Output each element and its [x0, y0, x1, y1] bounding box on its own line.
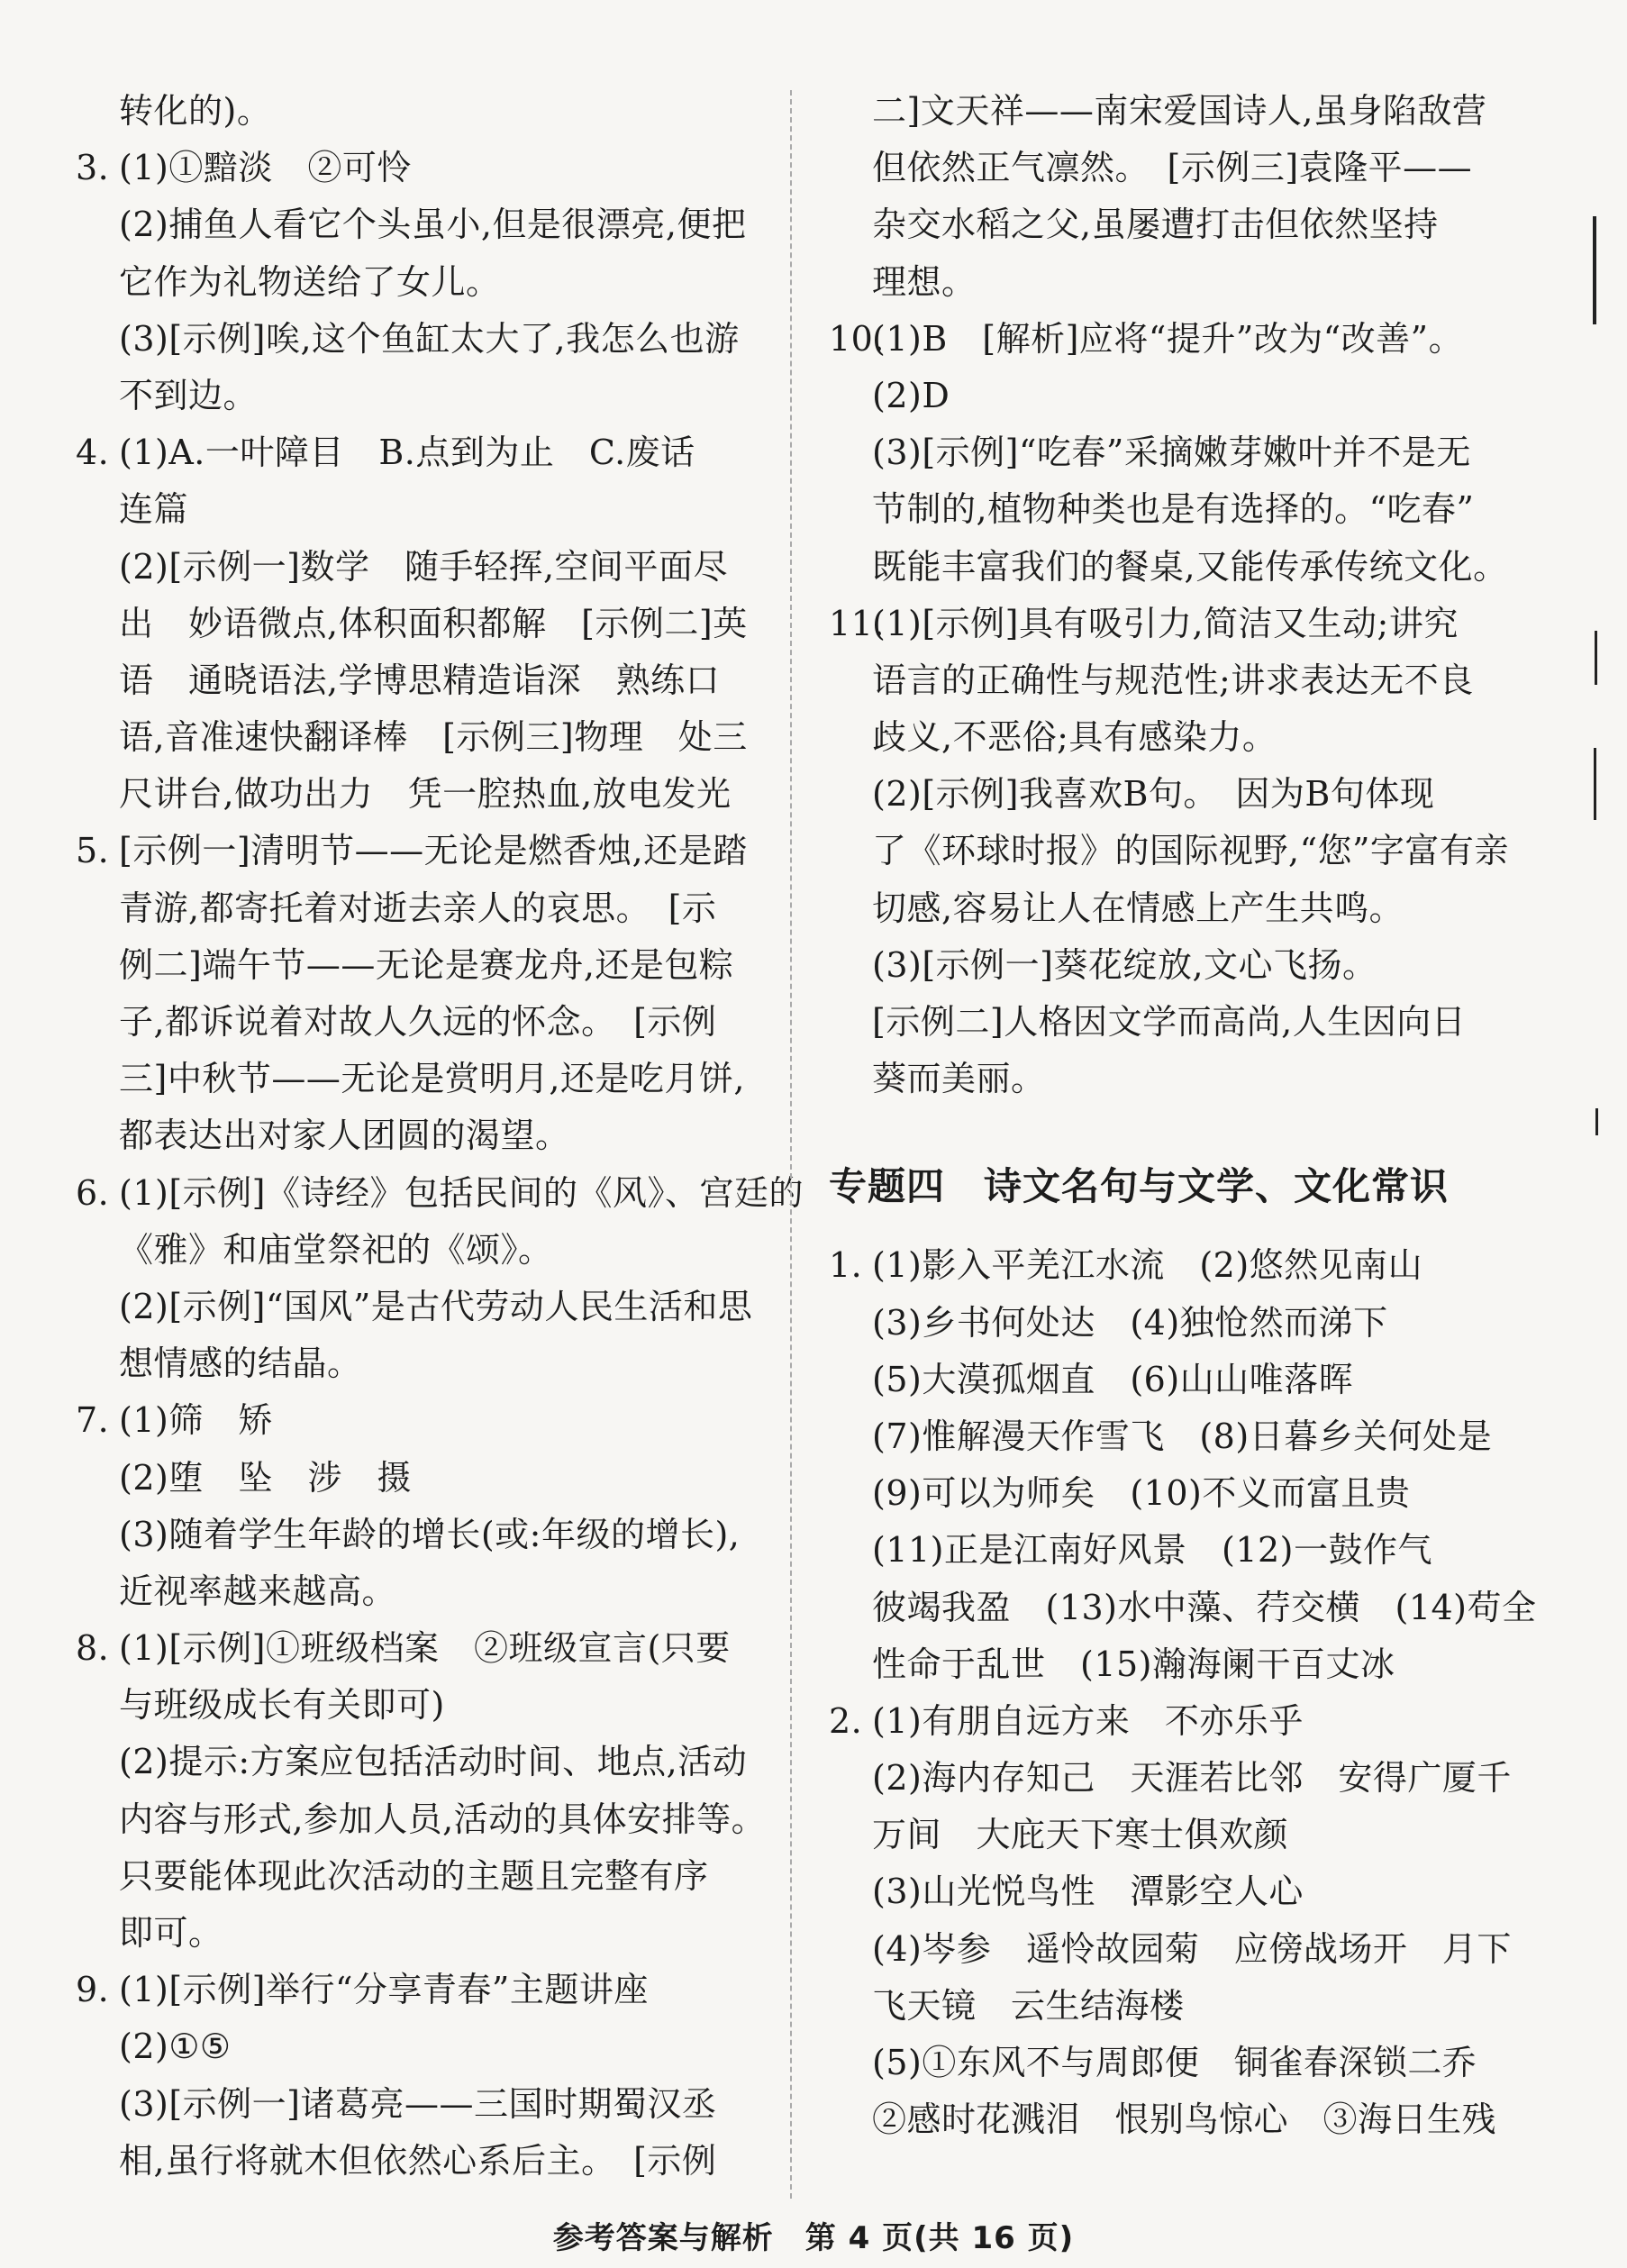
answer-text: 不到边。	[119, 375, 259, 415]
item-number	[829, 1921, 872, 1978]
item-number	[76, 481, 119, 538]
item-number	[76, 709, 119, 766]
answer-line	[76, 1962, 778, 2018]
item-number	[829, 254, 872, 311]
answer-text: 它作为礼物送给了女儿。	[119, 261, 501, 302]
answer-text: 语 通晓语法,学博思精造诣深 熟练口	[119, 660, 721, 700]
answer-text: (2)①⑤	[119, 2027, 232, 2067]
answer-line	[76, 1848, 778, 1905]
answer-text: (2)提示:方案应包括活动时间、地点,活动	[119, 1742, 748, 1782]
answer-text: ②感时花溅泪 恨别鸟惊心 ③海日生残	[872, 2099, 1497, 2140]
item-number	[76, 596, 119, 652]
item-number	[829, 1051, 872, 1107]
answer-text: (5)大漠孤烟直 (6)山山唯落晖	[872, 1359, 1354, 1399]
answer-line	[76, 196, 778, 253]
item-number	[76, 880, 119, 937]
answer-line	[76, 1507, 778, 1563]
item-number	[829, 2091, 872, 2148]
answer-text: 内容与形式,参加人员,活动的具体安排等。	[119, 1799, 767, 1839]
answer-line	[829, 2035, 1513, 2091]
answer-text: (9)可以为师矣 (10)不义而富且贵	[872, 1473, 1411, 1514]
item-number	[829, 1295, 872, 1352]
answer-line	[829, 1522, 1513, 1579]
item-number	[76, 2133, 119, 2190]
answer-line	[76, 994, 778, 1051]
answer-line	[829, 823, 1513, 879]
answer-text: 飞天镜 云生结海楼	[872, 1985, 1185, 2026]
answer-line	[829, 311, 1513, 368]
item-number	[76, 2018, 119, 2075]
item-number	[829, 880, 872, 937]
answer-text: (3)[示例]“吃春”采摘嫩芽嫩叶并不是无	[872, 433, 1471, 473]
answer-text: 但依然正气凛然。 [示例三]袁隆平——	[872, 148, 1473, 188]
answer-line	[76, 481, 778, 538]
answer-line	[76, 539, 778, 596]
answer-text: (2)[示例一]数学 随手轻挥,空间平面尽	[119, 546, 729, 587]
answer-text: (3)[示例]唉,这个鱼缸太大了,我怎么也游	[119, 318, 740, 359]
answer-line	[76, 83, 778, 140]
answer-text: 歧义,不恶俗;具有感染力。	[872, 717, 1277, 758]
answer-line	[76, 880, 778, 937]
item-number	[829, 539, 872, 596]
answer-text: 出 妙语微点,体积面积都解 [示例二]英	[119, 603, 748, 643]
item-number: 9.	[76, 1970, 110, 2010]
item-number	[76, 254, 119, 311]
item-number	[76, 1507, 119, 1563]
answer-text: (3)乡书何处达 (4)独怆然而涕下	[872, 1302, 1388, 1343]
answer-text: 切感,容易让人在情感上产生共鸣。	[872, 888, 1404, 928]
answer-line	[829, 140, 1513, 196]
answer-text: 都表达出对家人团圆的渴望。	[119, 1116, 570, 1156]
answer-line	[829, 1051, 1513, 1107]
answer-text: 与班级成长有关即可)	[119, 1685, 445, 1726]
item-number	[829, 1807, 872, 1863]
item-number	[76, 1450, 119, 1507]
answer-line	[76, 937, 778, 994]
answer-text: (1)[示例]①班级档案 ②班级宣言(只要	[119, 1628, 731, 1669]
answer-text: (1)[示例]具有吸引力,简洁又生动;讲究	[872, 603, 1459, 643]
item-number	[829, 1465, 872, 1522]
item-number	[76, 1335, 119, 1392]
item-number: 6.	[76, 1172, 110, 1213]
item-number	[76, 1734, 119, 1790]
answer-text: 既能丰富我们的餐桌,又能传承传统文化。	[872, 546, 1508, 587]
answer-line	[76, 823, 778, 879]
answer-line	[829, 368, 1513, 424]
answer-line	[76, 2076, 778, 2133]
item-number	[76, 1279, 119, 1335]
answer-text: 杂交水稻之父,虽屡遭打击但依然坚持	[872, 205, 1439, 245]
answer-line	[76, 1620, 778, 1677]
item-number	[829, 368, 872, 424]
answer-text: (3)随着学生年龄的增长(或:年级的增长),	[119, 1514, 741, 1554]
answer-line	[829, 709, 1513, 766]
answer-line	[829, 1693, 1513, 1750]
answer-text: 了《环球时报》的国际视野,“您”字富有亲	[872, 831, 1509, 871]
item-number	[829, 481, 872, 538]
answer-text: [示例二]人格因文学而高尚,人生因向日	[872, 1002, 1467, 1042]
item-number	[829, 1750, 872, 1807]
answer-text: 连篇	[119, 489, 189, 530]
item-number	[76, 1791, 119, 1848]
answer-text: 尺讲台,做功出力 凭一腔热血,放电发光	[119, 774, 732, 815]
answer-text: 近视率越来越高。	[119, 1571, 397, 1611]
item-number	[829, 652, 872, 709]
item-number	[76, 652, 119, 709]
answer-line	[76, 709, 778, 766]
answer-text: (1)B [解析]应将“提升”改为“改善”。	[872, 318, 1464, 359]
answer-text: (1)影入平羌江水流 (2)悠然见南山	[872, 1245, 1423, 1286]
answer-line	[829, 539, 1513, 596]
item-number	[829, 1863, 872, 1920]
answer-text: 子,都诉说着对故人久远的怀念。 [示例	[119, 1002, 717, 1042]
section-title: 专题四 诗文名句与文学、文化常识	[829, 1164, 1450, 1209]
answer-text: 例二]端午节——无论是赛龙舟,还是包粽	[119, 944, 734, 985]
item-number	[76, 83, 119, 140]
item-number: 3.	[76, 148, 110, 188]
item-number	[829, 766, 872, 823]
answer-line	[829, 1636, 1513, 1693]
column-divider	[790, 90, 792, 2199]
answer-text: (1)有朋自远方来 不亦乐乎	[872, 1700, 1304, 1741]
answer-line	[76, 2018, 778, 2075]
item-number	[76, 1051, 119, 1107]
answer-text: (7)惟解漫天作雪飞 (8)日暮乡关何处是	[872, 1416, 1493, 1456]
answer-line	[829, 83, 1513, 140]
answer-line	[829, 1465, 1513, 1522]
answer-text: 节制的,植物种类也是有选择的。“吃春”	[872, 489, 1475, 530]
answer-line	[76, 1107, 778, 1164]
item-number: 5.	[76, 831, 110, 871]
item-number: 2.	[829, 1700, 863, 1741]
item-number	[76, 1905, 119, 1962]
item-number	[76, 1848, 119, 1905]
answer-text: (2)[示例]我喜欢B句。 因为B句体现	[872, 774, 1435, 815]
answer-line	[829, 1580, 1537, 1636]
answer-text: 彼竭我盈 (13)水中藻、荇交横 (14)苟全	[872, 1587, 1537, 1627]
answer-line	[76, 1222, 778, 1279]
answer-line	[76, 1165, 804, 1222]
item-number: 1.	[829, 1245, 863, 1286]
item-number	[829, 1522, 872, 1579]
answer-text: 二]文天祥——南宋爱国诗人,虽身陷敌营	[872, 91, 1487, 131]
answer-line	[829, 1921, 1513, 1978]
item-number	[829, 709, 872, 766]
answer-line	[829, 196, 1513, 253]
answer-line	[829, 481, 1513, 538]
answer-text: (2)捕鱼人看它个头虽小,但是很漂亮,便把	[119, 205, 747, 245]
answer-text: (3)[示例一]葵花绽放,文心飞扬。	[872, 944, 1377, 985]
item-number	[829, 83, 872, 140]
answer-line	[76, 1563, 778, 1620]
answer-line	[829, 994, 1513, 1051]
answer-text: (2)海内存知己 天涯若比邻 安得广厦千	[872, 1758, 1512, 1799]
answer-text: 只要能体现此次活动的主题且完整有序	[119, 1855, 709, 1896]
answer-line	[76, 140, 778, 196]
answer-line	[829, 652, 1513, 709]
item-number	[829, 140, 872, 196]
answer-text: 性命于乱世 (15)瀚海阑干百丈冰	[872, 1644, 1395, 1684]
answer-line	[829, 1295, 1513, 1352]
answer-line	[76, 1279, 778, 1335]
item-number	[76, 1222, 119, 1279]
answer-line	[829, 1978, 1513, 2035]
answer-line	[829, 2091, 1513, 2148]
item-number: 11.	[829, 603, 885, 643]
item-number	[76, 994, 119, 1051]
answer-line	[76, 254, 778, 311]
answer-text: (1)①黯淡 ②可怜	[119, 148, 412, 188]
answer-text: (3)[示例一]诸葛亮——三国时期蜀汉丞	[119, 2083, 717, 2124]
answer-text: (11)正是江南好风景 (12)一鼓作气	[872, 1530, 1433, 1571]
item-number: 4.	[76, 433, 110, 473]
answer-line	[829, 766, 1513, 823]
right-column	[829, 83, 1537, 2148]
answer-line	[829, 880, 1513, 937]
scan-edge-mark	[1594, 748, 1596, 820]
right-bottom-answers	[829, 1237, 1537, 2148]
answer-line	[76, 368, 778, 424]
item-number	[76, 1563, 119, 1620]
item-number	[829, 424, 872, 481]
page-footer: 参考答案与解析 第 4 页(共 16 页)	[552, 2220, 1075, 2256]
answer-text: 相,虽行将就木但依然心系后主。 [示例	[119, 2140, 717, 2181]
item-number	[829, 1352, 872, 1408]
item-number	[76, 1677, 119, 1734]
answer-line	[829, 937, 1513, 994]
answer-line	[76, 1335, 778, 1392]
answer-text: 语,音准速快翻译棒 [示例三]物理 处三	[119, 717, 748, 758]
answer-text: (2)[示例]“国风”是古代劳动人民生活和思	[119, 1286, 753, 1326]
answer-line	[76, 652, 778, 709]
answer-line	[76, 2133, 778, 2190]
item-number	[829, 2035, 872, 2091]
answer-text: 万间 大庇天下寒士俱欢颜	[872, 1815, 1289, 1855]
item-number	[76, 2076, 119, 2133]
answer-line	[76, 1905, 778, 1962]
item-number	[76, 1107, 119, 1164]
answer-line	[829, 1237, 1513, 1294]
answer-text: 《雅》和庙堂祭祀的《颂》。	[119, 1229, 553, 1270]
answer-text: (1)筛 矫	[119, 1400, 273, 1441]
item-number	[829, 1408, 872, 1465]
item-number	[829, 196, 872, 253]
answer-line	[76, 1677, 778, 1734]
answer-line	[829, 1807, 1513, 1863]
answer-line	[76, 1791, 778, 1848]
item-number	[76, 311, 119, 368]
answer-text: 转化的)。	[119, 91, 272, 131]
item-number: 7.	[76, 1400, 110, 1441]
answer-text: (5)①东风不与周郎便 铜雀春深锁二乔	[872, 2043, 1477, 2082]
item-number	[829, 937, 872, 994]
item-number: 8.	[76, 1628, 110, 1669]
answer-line	[829, 1863, 1513, 1920]
answer-line	[76, 424, 778, 481]
answer-text: 青游,都寄托着对逝去亲人的哀思。 [示	[119, 888, 717, 928]
item-number	[76, 937, 119, 994]
left-column	[76, 83, 804, 2190]
answer-line	[76, 311, 778, 368]
answer-text: [示例一]清明节——无论是燃香烛,还是踏	[119, 831, 748, 871]
answer-line	[829, 1352, 1513, 1408]
answer-text: (2)堕 坠 涉 摄	[119, 1457, 412, 1498]
answer-text: (1)[示例]举行“分享青春”主题讲座	[119, 1970, 649, 2010]
item-number	[829, 1580, 872, 1636]
scan-edge-mark	[1595, 631, 1597, 685]
item-number	[76, 368, 119, 424]
answer-text: (1)[示例]《诗经》包括民间的《风》、宫廷的	[119, 1172, 804, 1213]
answer-line	[829, 1750, 1513, 1807]
answer-text: (4)岑参 遥怜故园菊 应傍战场开 月下	[872, 1928, 1512, 1969]
answer-text: 三]中秋节——无论是赏明月,还是吃月饼,	[119, 1059, 745, 1099]
answer-text: 理想。	[872, 261, 977, 302]
answer-line	[829, 254, 1513, 311]
scan-edge-mark	[1593, 216, 1596, 324]
answer-line	[76, 1450, 778, 1507]
item-number	[76, 196, 119, 253]
scan-edge-mark	[1595, 1108, 1598, 1135]
answer-line	[76, 1734, 778, 1790]
answer-text: 即可。	[119, 1913, 223, 1953]
answer-line	[829, 1408, 1513, 1465]
item-number	[829, 823, 872, 879]
right-top-answers	[829, 83, 1513, 1107]
answer-line	[76, 596, 778, 652]
answer-text: 葵而美丽。	[872, 1059, 1046, 1099]
answer-line	[76, 1051, 778, 1107]
item-number: 10.	[829, 318, 885, 359]
answer-text: 想情感的结晶。	[119, 1343, 362, 1384]
answer-text: (1)A.一叶障目 B.点到为止 C.废话	[119, 433, 695, 473]
answer-line	[76, 1392, 778, 1449]
answer-line	[76, 766, 778, 823]
item-number	[76, 539, 119, 596]
answer-text: 语言的正确性与规范性;讲求表达无不良	[872, 660, 1474, 700]
item-number	[829, 1978, 872, 2035]
answer-line	[829, 596, 1513, 652]
item-number	[829, 1636, 872, 1693]
item-number	[829, 994, 872, 1051]
answer-line	[829, 424, 1513, 481]
answer-text: (3)山光悦鸟性 潭影空人心	[872, 1872, 1304, 1912]
answer-text: (2)D	[872, 375, 950, 415]
item-number	[76, 766, 119, 823]
